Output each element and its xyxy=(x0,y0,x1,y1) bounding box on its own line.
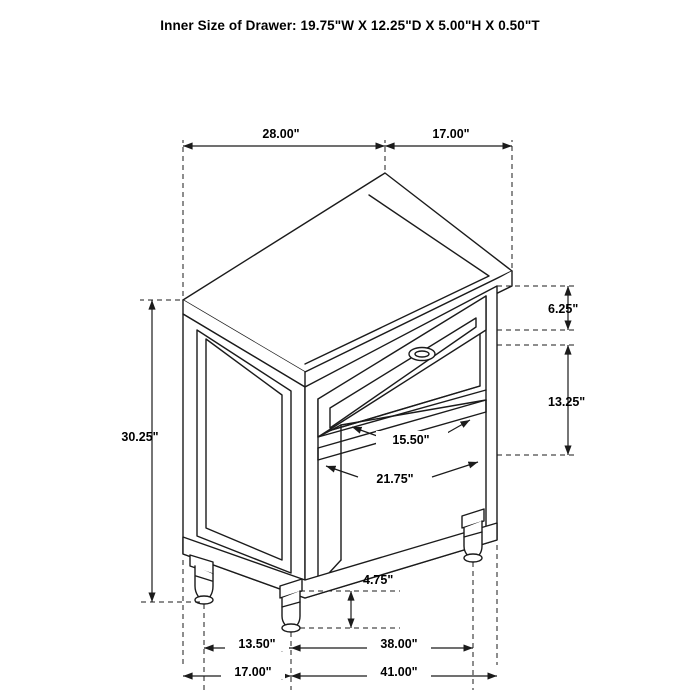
dim-label-drawer-face-top: 6.25" xyxy=(548,302,579,316)
dim-label-top-right-width: 17.00" xyxy=(432,127,470,141)
dim-label-top-left-width: 28.00" xyxy=(262,127,300,141)
dim-label-inner-depth: 15.50" xyxy=(392,433,430,447)
page-title: Inner Size of Drawer: 19.75"W X 12.25"D X 5.00"H X 0.50"T xyxy=(160,18,540,33)
dim-label-inner-width: 21.75" xyxy=(376,472,414,486)
leg-back-right xyxy=(462,509,484,562)
dim-label-leg-span-right: 38.00" xyxy=(380,637,418,651)
dim-label-drawer-opening: 13.25" xyxy=(548,395,586,409)
leg-front-right xyxy=(280,579,302,632)
leg-front-left xyxy=(190,555,213,604)
dim-label-leg-height: 4.75" xyxy=(363,573,394,587)
drawer-pull-handle xyxy=(409,348,435,361)
dim-label-base-width: 41.00" xyxy=(380,665,418,679)
dim-label-base-depth: 17.00" xyxy=(234,665,272,679)
dim-label-overall-height: 30.25" xyxy=(121,430,159,444)
dim-label-leg-span-left: 13.50" xyxy=(238,637,276,651)
